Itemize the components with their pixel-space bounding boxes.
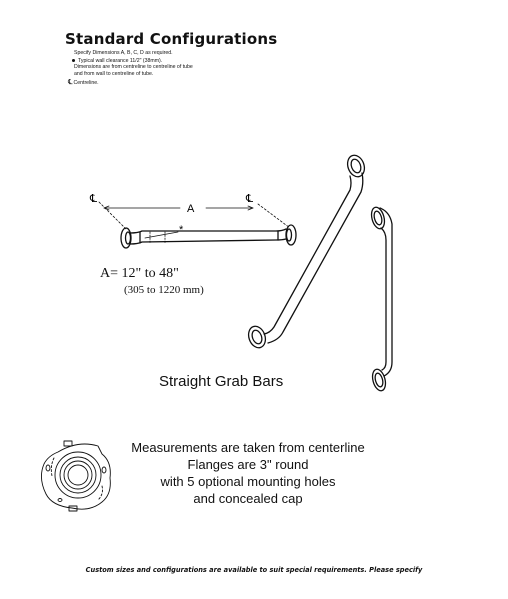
- tube-top-edge: [130, 229, 286, 233]
- footer-note: Custom sizes and configurations are available to suit special requirements. Please specify: [85, 566, 423, 574]
- diagram-caption: Straight Grab Bars: [159, 373, 284, 390]
- note-dimensions-1: Dimensions are from centreline to centreline of tube: [74, 64, 193, 70]
- vertical-grab-bar: [369, 206, 392, 392]
- flange-info-line: with 5 optional mounting holes: [160, 474, 336, 489]
- vertical-bottom-flange: [370, 368, 387, 392]
- angled-top-flange: [345, 153, 368, 179]
- centreline-symbol: ℄: [68, 79, 73, 86]
- dimension-a-label: A: [187, 203, 195, 215]
- tube-bottom-edge: [130, 239, 286, 244]
- note-centreline-text: Centreline.: [73, 80, 99, 86]
- flange-plate: [41, 441, 110, 511]
- flange-info-line: and concealed cap: [193, 491, 303, 506]
- clearance-marker: *: [179, 224, 184, 236]
- left-centreline-symbol: ℄: [90, 193, 98, 205]
- angled-bottom-flange: [246, 324, 269, 350]
- vertical-tube-left: [381, 228, 386, 370]
- angled-grab-bar: [246, 153, 368, 350]
- note-specify: Specify Dimensions A, B, C, D as required.: [74, 50, 173, 56]
- flange-info-line: Flanges are 3" round: [187, 457, 309, 472]
- note-dimensions-2: and from wall to centreline of tube.: [74, 71, 154, 77]
- flange-info-line: Measurements are taken from centerline: [131, 440, 365, 455]
- dimension-lines: [99, 202, 290, 244]
- range-imperial: A= 12" to 48": [100, 266, 179, 281]
- angled-tube-left: [264, 176, 351, 334]
- right-centreline-symbol: ℄: [246, 193, 254, 205]
- angled-tube-right: [268, 173, 363, 343]
- range-metric: (305 to 1220 mm): [124, 284, 204, 296]
- page-title: Standard Configurations: [65, 30, 278, 48]
- flange-info: [118, 439, 378, 507]
- horizontal-grab-bar: [121, 225, 296, 248]
- note-wall-clearance-text: Typical wall clearance 11/2" (38mm).: [78, 58, 163, 64]
